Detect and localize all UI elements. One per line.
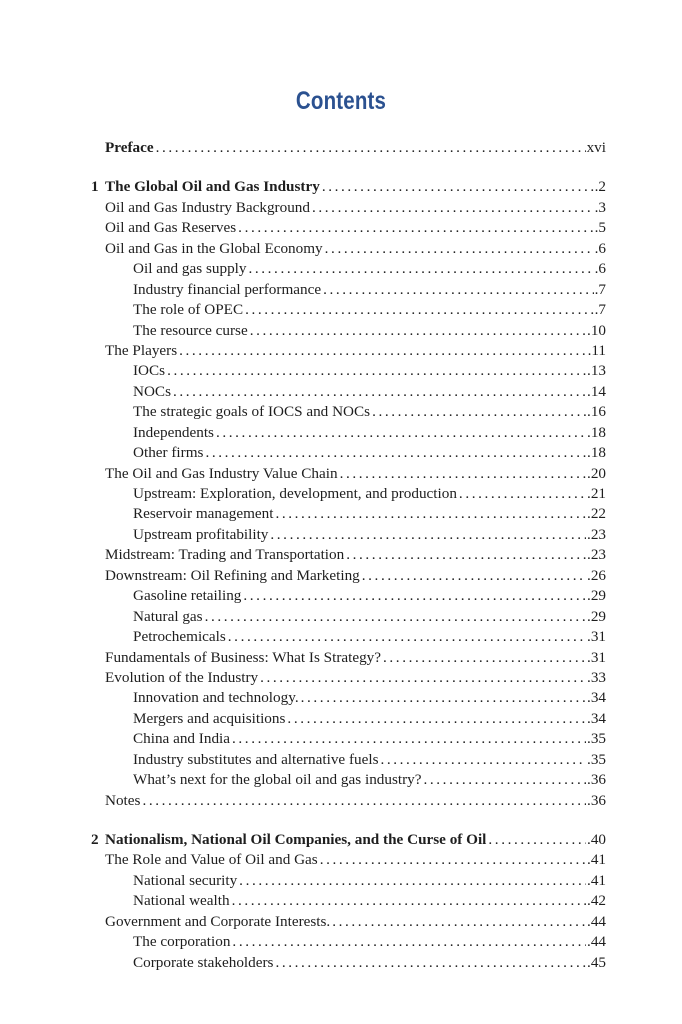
toc-section[interactable] bbox=[91, 218, 606, 238]
toc-section[interactable] bbox=[91, 912, 606, 932]
toc-page-number: .36 bbox=[587, 771, 606, 789]
toc-entry-label: Independents bbox=[133, 423, 214, 441]
toc-entry-label: What’s next for the global oil and gas industry? bbox=[133, 771, 422, 789]
dot-leader bbox=[380, 750, 586, 770]
toc-page-number: .20 bbox=[587, 464, 606, 482]
toc-page-number: .26 bbox=[587, 566, 606, 584]
toc-entry-label: The Global Oil and Gas Industry bbox=[105, 178, 320, 196]
toc-page-number: .23 bbox=[587, 546, 606, 564]
dot-leader bbox=[322, 177, 594, 197]
toc-subsection[interactable] bbox=[91, 770, 606, 790]
toc-subsection[interactable] bbox=[91, 504, 606, 524]
toc-entry-label: Natural gas bbox=[133, 607, 203, 625]
toc-subsection[interactable] bbox=[91, 361, 606, 381]
toc-entry-label: Oil and Gas Reserves bbox=[105, 219, 237, 237]
dot-leader bbox=[228, 627, 586, 647]
dot-leader bbox=[372, 402, 586, 422]
dot-leader bbox=[250, 321, 586, 341]
dot-leader bbox=[424, 770, 587, 790]
chapter-number: 1 bbox=[91, 178, 99, 196]
toc-page-number: .40 bbox=[587, 831, 606, 848]
toc-page-number: .23 bbox=[587, 525, 606, 543]
toc-page-number: .7 bbox=[594, 301, 606, 319]
toc-entry-label: The corporation bbox=[133, 933, 231, 951]
toc-page-number: .6 bbox=[594, 239, 606, 257]
dot-leader bbox=[325, 239, 594, 259]
toc-subsection[interactable] bbox=[91, 729, 606, 749]
toc-page-number: .44 bbox=[587, 912, 606, 930]
chapter-number: 2 bbox=[91, 831, 99, 848]
toc-entry-label: Industry financial performance bbox=[133, 280, 322, 298]
toc-subsection[interactable] bbox=[91, 402, 606, 422]
toc-entry-label: Upstream: Exploration, development, and production bbox=[133, 485, 457, 502]
toc-subsection[interactable] bbox=[91, 484, 606, 504]
toc-page-number: .5 bbox=[594, 219, 606, 237]
toc-page-number: .10 bbox=[587, 321, 606, 339]
toc-entry-label: The Players bbox=[105, 341, 178, 359]
toc-entry-label: Reservoir management bbox=[133, 505, 274, 523]
dot-leader bbox=[156, 138, 586, 158]
toc-subsection[interactable] bbox=[91, 443, 606, 463]
toc-page-number: xvi bbox=[586, 139, 606, 156]
toc-section[interactable] bbox=[91, 566, 606, 586]
toc-subsection[interactable] bbox=[91, 423, 606, 443]
dot-leader bbox=[243, 586, 586, 606]
dot-leader bbox=[205, 443, 586, 463]
toc-section[interactable] bbox=[91, 668, 606, 688]
toc-subsection[interactable] bbox=[91, 627, 606, 647]
toc-entry-label: National wealth bbox=[133, 892, 230, 910]
toc-page-number: .44 bbox=[587, 933, 606, 951]
dot-leader bbox=[179, 341, 586, 361]
toc-entry-label: Gasoline retailing bbox=[133, 587, 242, 605]
toc-entry-label: The Role and Value of Oil and Gas bbox=[105, 851, 318, 869]
toc-page-number: .36 bbox=[587, 791, 606, 809]
toc-subsection[interactable] bbox=[91, 871, 606, 891]
toc-entry-label: IOCs bbox=[133, 362, 166, 380]
toc-subsection[interactable] bbox=[91, 300, 606, 320]
toc-entry-label: Oil and gas supply bbox=[133, 260, 247, 278]
toc-entry-preface[interactable] bbox=[91, 138, 606, 158]
toc-entry-label: Corporate stakeholders bbox=[133, 953, 274, 971]
dot-leader bbox=[287, 709, 586, 729]
toc-page-number: .29 bbox=[587, 607, 606, 625]
toc-entry-label: Innovation and technology. bbox=[133, 689, 299, 707]
toc-subsection[interactable] bbox=[91, 709, 606, 729]
toc-chapter-1[interactable] bbox=[91, 177, 606, 197]
toc-subsection[interactable] bbox=[91, 321, 606, 341]
toc-subsection[interactable] bbox=[91, 607, 606, 627]
toc-entry-label: Downstream: Oil Refining and Marketing bbox=[105, 566, 360, 584]
toc-page-number: .33 bbox=[587, 668, 606, 686]
toc-page-number: .21 bbox=[587, 485, 606, 502]
dot-leader bbox=[332, 912, 586, 932]
toc-entry-label: Oil and Gas in the Global Economy bbox=[105, 239, 323, 257]
toc-section[interactable] bbox=[91, 850, 606, 870]
dot-leader bbox=[238, 218, 593, 238]
toc-subsection[interactable] bbox=[91, 259, 606, 279]
toc-entry-label: Oil and Gas Industry Background bbox=[105, 198, 310, 216]
dot-leader bbox=[248, 259, 593, 279]
toc-section[interactable] bbox=[91, 239, 606, 259]
dot-leader bbox=[216, 423, 586, 443]
dot-leader bbox=[205, 607, 586, 627]
dot-leader bbox=[239, 871, 586, 891]
dot-leader bbox=[142, 791, 586, 811]
dot-leader bbox=[173, 382, 586, 402]
toc-entry-label: The resource curse bbox=[133, 321, 248, 339]
toc-page-number: .22 bbox=[587, 505, 606, 523]
toc-entry-label: The Oil and Gas Industry Value Chain bbox=[105, 464, 338, 482]
dot-leader bbox=[459, 484, 586, 504]
dot-leader bbox=[312, 198, 594, 218]
toc-page-number: .31 bbox=[587, 628, 606, 646]
dot-leader bbox=[383, 648, 586, 668]
toc-page-number: .34 bbox=[587, 709, 606, 727]
toc-subsection[interactable] bbox=[91, 953, 606, 973]
toc-chapter-2[interactable] bbox=[91, 830, 606, 850]
toc-entry-label: Nationalism, National Oil Companies, and the Curse of Oil bbox=[105, 831, 487, 848]
toc-entry-label: China and India bbox=[133, 730, 231, 748]
toc-entry-label: The strategic goals of IOCS and NOCs bbox=[133, 403, 371, 421]
dot-leader bbox=[232, 932, 586, 952]
toc-entry-label: Notes bbox=[105, 791, 141, 809]
toc-section[interactable] bbox=[91, 464, 606, 484]
toc-page-number: .6 bbox=[594, 260, 606, 278]
toc-section[interactable] bbox=[91, 198, 606, 218]
toc-entry-label: National security bbox=[133, 871, 238, 889]
dot-leader bbox=[167, 361, 586, 381]
toc-page-number: .11 bbox=[587, 341, 606, 359]
toc-subsection[interactable] bbox=[91, 891, 606, 911]
toc-subsection[interactable] bbox=[91, 750, 606, 770]
toc-page-number: .41 bbox=[587, 871, 606, 889]
toc-page-number: .35 bbox=[587, 750, 606, 768]
toc-page-number: .42 bbox=[587, 892, 606, 910]
toc-entry-label: The role of OPEC bbox=[133, 301, 244, 319]
toc-section[interactable] bbox=[91, 341, 606, 361]
dot-leader bbox=[270, 525, 586, 545]
toc-entry-label: Industry substitutes and alternative fuels bbox=[133, 750, 379, 768]
table-of-contents bbox=[91, 138, 606, 973]
dot-leader bbox=[245, 300, 594, 320]
toc-entry-label: Petrochemicals bbox=[133, 628, 226, 646]
toc-page-number: .18 bbox=[587, 444, 606, 462]
toc-page-number: .41 bbox=[587, 851, 606, 869]
dot-leader bbox=[232, 729, 586, 749]
toc-section[interactable] bbox=[91, 791, 606, 811]
toc-entry-label: Government and Corporate Interests. bbox=[105, 912, 331, 930]
toc-page-number: .16 bbox=[587, 403, 606, 421]
toc-entry-label: NOCs bbox=[133, 382, 171, 400]
dot-leader bbox=[320, 850, 586, 870]
dot-leader bbox=[301, 688, 586, 708]
toc-page-number: .29 bbox=[587, 587, 606, 605]
dot-leader bbox=[275, 504, 586, 524]
toc-page-number: .18 bbox=[587, 423, 606, 441]
dot-leader bbox=[362, 566, 586, 586]
toc-entry-label: Upstream profitability bbox=[133, 525, 269, 543]
toc-entry-label: Mergers and acquisitions bbox=[133, 709, 286, 727]
toc-section[interactable] bbox=[91, 545, 606, 565]
toc-entry-label: Evolution of the Industry bbox=[105, 668, 259, 686]
toc-page-number: .35 bbox=[587, 730, 606, 748]
dot-leader bbox=[275, 953, 586, 973]
toc-page-number: .34 bbox=[587, 689, 606, 707]
toc-subsection[interactable] bbox=[91, 280, 606, 300]
toc-page-number: .3 bbox=[594, 198, 606, 216]
toc-page-number: .2 bbox=[594, 178, 606, 196]
toc-page-number: .7 bbox=[594, 280, 606, 298]
dot-leader bbox=[340, 464, 586, 484]
toc-entry-label: Preface bbox=[105, 139, 154, 156]
dot-leader bbox=[488, 830, 586, 850]
dot-leader bbox=[232, 891, 586, 911]
toc-subsection[interactable] bbox=[91, 688, 606, 708]
toc-page-number: .45 bbox=[587, 953, 606, 971]
toc-subsection[interactable] bbox=[91, 586, 606, 606]
page-title: Contents bbox=[295, 87, 387, 115]
toc-entry-label: Midstream: Trading and Transportation bbox=[105, 546, 345, 564]
dot-leader bbox=[260, 668, 586, 688]
toc-page-number: .14 bbox=[587, 382, 606, 400]
toc-section[interactable] bbox=[91, 648, 606, 668]
dot-leader bbox=[346, 545, 586, 565]
toc-subsection[interactable] bbox=[91, 932, 606, 952]
toc-entry-label: Other firms bbox=[133, 444, 204, 462]
toc-page-number: .13 bbox=[587, 362, 606, 380]
toc-entry-label: Fundamentals of Business: What Is Strategy? bbox=[105, 648, 382, 666]
toc-page-number: .31 bbox=[587, 648, 606, 666]
toc-subsection[interactable] bbox=[91, 382, 606, 402]
toc-subsection[interactable] bbox=[91, 525, 606, 545]
dot-leader bbox=[323, 280, 594, 300]
